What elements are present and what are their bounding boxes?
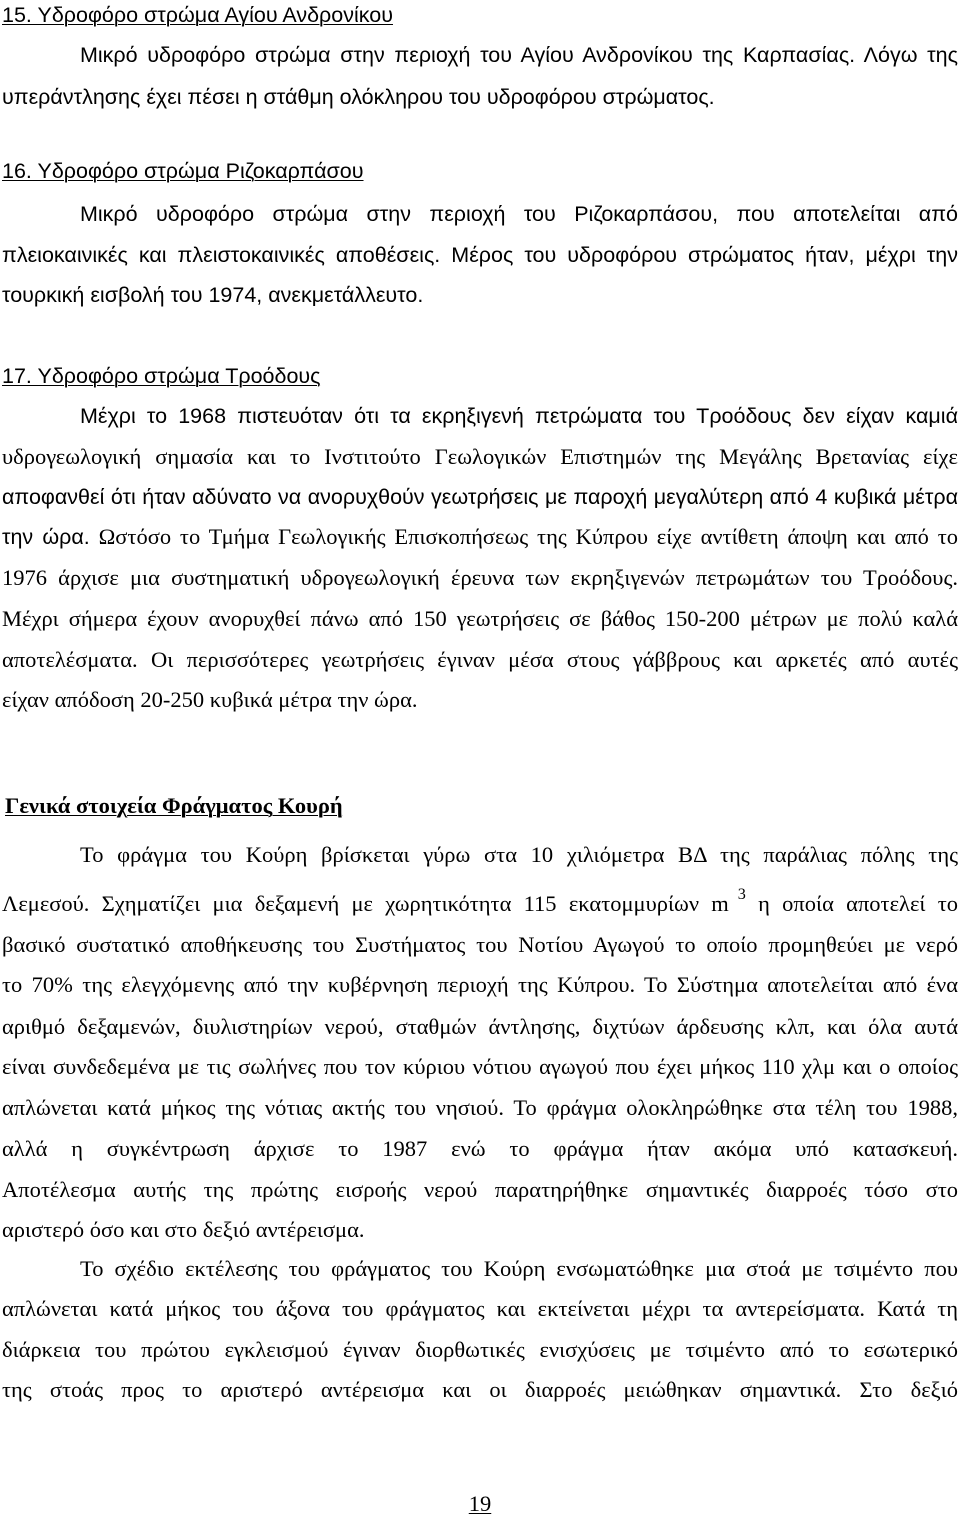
paragraph-line: Αποτέλεσμα αυτής της πρώτης εισροής νερού παρατηρήθηκε σημαντικές διαρροές τόσο στο	[2, 1177, 958, 1202]
paragraph-line: αποφανθεί ότι ήταν αδύνατο να ανορυχθούν γεωτρήσεις με παροχή μεγαλύτερη από 4 κυβικά μέτρα	[2, 485, 958, 509]
paragraph-line: Μικρό υδροφόρο στρώμα στην περιοχή του Ριζοκαρπάσου, που αποτελείται από	[80, 202, 958, 226]
paragraph-line: αλλά η συγκέντρωση άρχισε το 1987 ενώ το φράγμα ήταν ακόμα υπό κατασκευή.	[2, 1136, 958, 1161]
paragraph-line: υπεράντλησης έχει πέσει η στάθμη ολόκληρου του υδροφόρου στρώματος.	[2, 85, 715, 109]
paragraph-line: είναι συνδεδεμένα με τις σωλήνες που τον κύριου νότιου αγωγού που έχει μήκος 110 χλμ και ο οποίος	[2, 1054, 958, 1079]
paragraph-line: απλώνεται κατά μήκος της νότιας ακτής του νησιού. Το φράγμα ολοκληρώθηκε στα τέλη του 1988,	[2, 1095, 958, 1120]
page-number-container	[2, 1489, 958, 1519]
paragraph-line: βασικό συστατικό αποθήκευσης του Συστήματος του Νοτίου Αγωγού το οποίο προμηθεύει με νερό	[2, 932, 958, 957]
paragraph-line: απλώνεται κατά μήκος του άξονα του φράγματος και εκτείνεται μέχρι τα αντερείσματα. Κατά τη	[2, 1296, 958, 1321]
paragraph-line: διάρκεια του πρώτου εγκλεισμού έγιναν διορθωτικές ενισχύσεις με τσιμέντο από το εσωτερικό	[2, 1337, 958, 1362]
section-heading: 17. Υδροφόρο στρώμα Τροόδους	[2, 364, 321, 388]
paragraph-line: το 70% της ελεγχόμενης από την κυβέρνηση περιοχή της Κύπρου. Το Σύστημα αποτελείται από ένα	[2, 972, 958, 997]
paragraph-line: αριστερό όσο και στο δεξιό αντέρεισμα.	[2, 1217, 365, 1242]
paragraph-line: αριθμό δεξαμενών, διυλιστηρίων νερού, σταθμών άντλησης, διχτύων άρδευσης κλπ, και όλα αυτά	[2, 1014, 958, 1039]
paragraph-line: Μικρό υδροφόρο στρώμα στην περιοχή του Αγίου Ανδρονίκου της Καρπασίας. Λόγω της	[80, 43, 958, 67]
paragraph-line: Το σχέδιο εκτέλεσης του φράγματος του Κούρη ενσωματώθηκε μια στοά με τσιμέντο που	[80, 1256, 958, 1281]
paragraph-line	[2, 885, 959, 919]
paragraph-line: της στοάς προς το αριστερό αντέρεισμα και οι διαρροές μειώθηκαν σημαντικά. Στο δεξιό	[2, 1377, 958, 1402]
paragraph-line: 1976 άρχισε μια συστηματική υδρογεωλογική έρευνα των εκρηξιγενών πετρωμάτων του Τροόδους.	[2, 565, 958, 590]
paragraph-line: υδρογεωλογική σημασία και το Ινστιτούτο Γεωλογικών Επιστημών της Μεγάλης Βρετανίας είχε	[2, 444, 958, 469]
superscript-exponent: 3	[737, 885, 746, 904]
paragraph-line: είχαν απόδοση 20-250 κυβικά μέτρα την ώρα.	[2, 687, 418, 712]
paragraph-line	[2, 522, 958, 552]
paragraph-line: τουρκική εισβολή του 1974, ανεκμετάλλευτο.	[2, 283, 424, 307]
paragraph-line: Μέχρι το 1968 πιστευόταν ότι τα εκρηξιγενή πετρώματα του Τροόδους δεν είχαν καμιά	[80, 404, 958, 428]
paragraph-line: Μέχρι σήμερα έχουν ανορυχθεί πάνω από 150 γεωτρήσεις σε βάθος 150-200 μέτρων με πολύ καλά	[2, 606, 958, 631]
section-heading: 16. Υδροφόρο στρώμα Ριζοκαρπάσου	[2, 159, 364, 183]
paragraph-line: αποτελέσματα. Οι περισσότερες γεωτρήσεις έγιναν μέσα στους γάββρους και αρκετές από αυτές	[2, 647, 958, 672]
text-run: Ωστόσο το Τμήμα Γεωλογικής Επισκοπήσεως της Κύπρου είχε αντίθετη άποψη και από το	[98, 524, 958, 549]
paragraph-line: πλειοκαινικές και πλειστοκαινικές αποθέσεις. Μέρος του υδροφόρου στρώματος ήταν, μέχρι την	[2, 243, 958, 267]
paragraph-line: Το φράγμα του Κούρη βρίσκεται γύρω στα 10 χιλιόμετρα ΒΔ της παράλιας πόλης της	[80, 842, 958, 867]
text-run: η οποία αποτελεί το	[758, 891, 959, 916]
text-run: Λεμεσού. Σχηματίζει μια δεξαμενή με χωρητικότητα 115 εκατομμυρίων m	[2, 891, 729, 916]
text-run: την ώρα.	[2, 525, 90, 549]
section-heading: 15. Υδροφόρο στρώμα Αγίου Ανδρονίκου	[2, 3, 393, 27]
page-number: 19	[468, 1491, 492, 1516]
dam-section-heading: Γενικά στοιχεία Φράγματος Κουρή	[5, 793, 343, 818]
